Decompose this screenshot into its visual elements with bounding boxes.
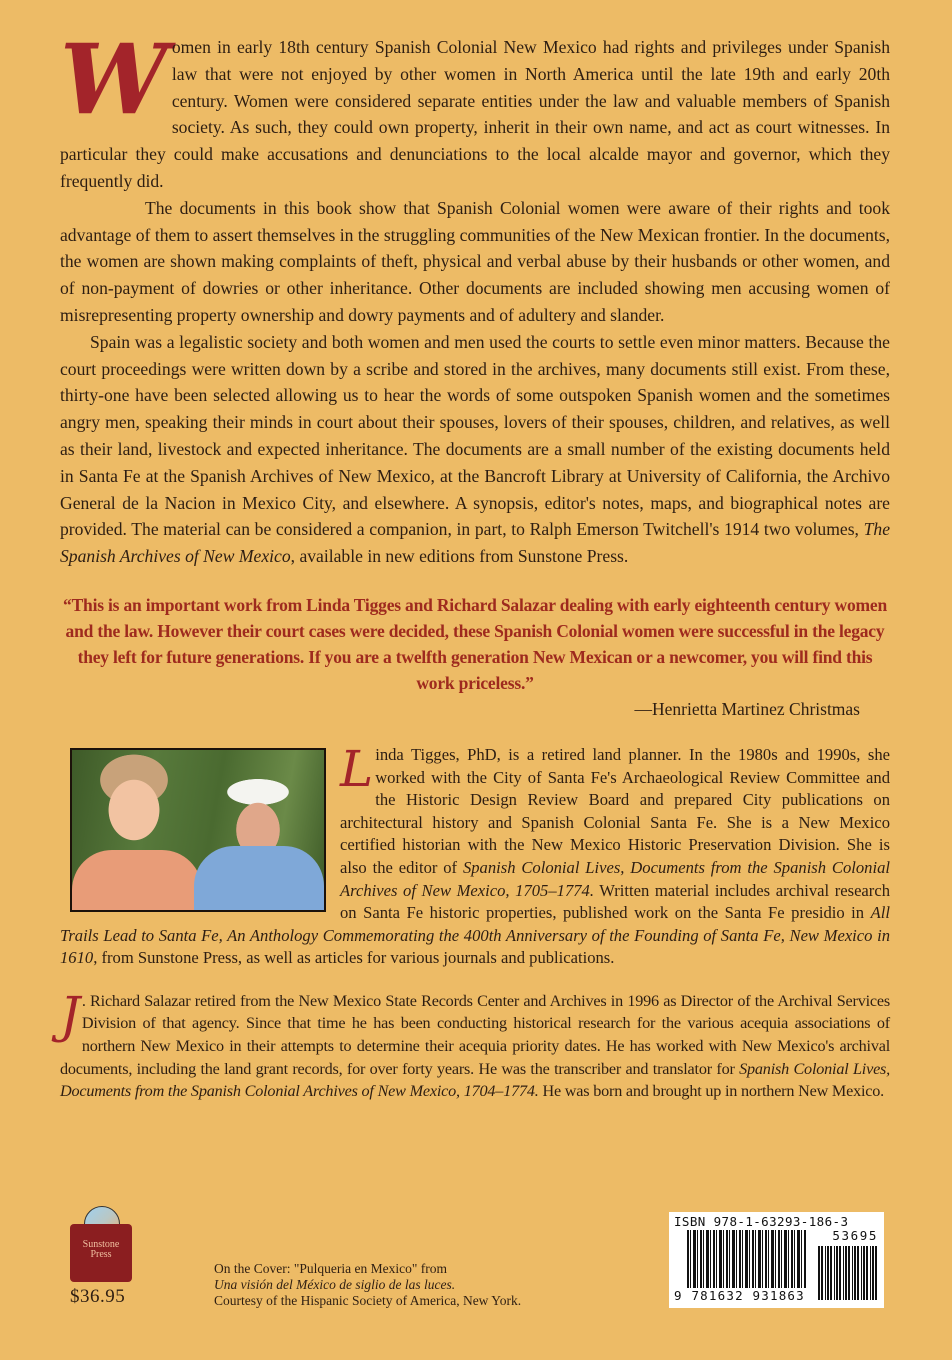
photo-figure-right [194,846,324,910]
price: $36.95 [70,1286,126,1307]
isbn-label: ISBN 978-1-63293-186-3 [674,1214,849,1229]
bio-richard-salazar: J . Richard Salazar retired from the New Mexico State Records Center and Archives in 1996 as Director of the Archival Services Division of that agency. Since that time he has been conducting historical research for the various acequia associations of northern New Mexico in their attempts to determine their acequia priority dates. He has worked with New Mexico's archival documents, including the land grant records, for over forty years. He was the transcriber and translator for Spanish Colonial Lives, Documents from the Spanish Colonial Archives of New Mexico, 1704–1774. He was born and brought up in northern New Mexico. [60,985,890,1101]
photo-figure-left [72,850,202,910]
dropcap-j: J [60,985,80,1044]
book-title-spanish-colonial-lives-2: Spanish Colonial Lives, Documents from the Spanish Colonial Archives of New Mexico, 1704–1774. [60,1059,890,1101]
twitchell-title: The Spanish Archives of New Mexico [60,519,890,567]
back-cover [60,23,891,1103]
blurb [60,23,890,570]
sunstone-press-logo: Sunstone Press [70,1206,134,1280]
dropcap-w: W [60,23,168,136]
bio-linda-tigges: Linda Tigges, PhD, is a retired land planner. In the 1980s and 1990s, she worked with the City of Santa Fe's Archaeological Review Committee and the Historic Design Review Board and prepared City publications on architectural history and Spanish Colonial Santa Fe. She is a New Mexico certified historian with the New Mexico Historic Preservation Division. She is also the editor of Spanish Colonial Lives, Documents from the Spanish Colonial Archives of New Mexico, 1705–1774. Written material includes archival research on Santa Fe historic properties, published work on the Santa Fe presidio in All Trails Lead to Santa Fe, An Anthology Commemorating the 400th Anniversary of the Founding of Santa Fe, New Mexico in 1610, from Sunstone Press, as well as articles for various journals and publications. [60,739,891,968]
cover-credit: On the Cover: "Pulqueria en Mexico" from Una visión del México de siglio de las luces. Courtesy of the Hispanic Society of America, New York. [214,1261,522,1308]
endorsement-quote: “This is an important work from Linda Tigges and Richard Salazar dealing with early eighteenth century women and the law. However their court cases were decided, these Spanish Colonial women were successful in the legacy they left for future generations. If you are a twelfth generation New Mexican or a newcomer, you will find this work priceless.” [63,594,887,693]
blurb-paragraph-2: The documents in this book show that Spanish Colonial women were aware of their rights and took advantage of them to assert themselves in the struggling communities of the New Mexican frontier. In the documents, the women are shown making complaints of theft, physical and verbal abuse by their husbands or other women, and of non-payment of dowries or other inheritance. Other documents are included showing men accusing women of misrepresenting property ownership and dowry payments and of adultery and slander. [60,197,890,325]
book-title-spanish-colonial-lives: Spanish Colonial Lives, Documents from the Spanish Colonial Archives of New Mexico, 1705–1774. [340,857,891,900]
book-title-all-trails: All Trails Lead to Santa Fe, An Anthology Commemorating the 400th Anniversary of the Founding of Santa Fe, New Mexico in 1610 [60,903,890,968]
author-photo [70,748,326,912]
price-addon-digits: 53695 [832,1228,878,1243]
endorsement-attribution: —Henrietta Martinez Christmas [634,698,860,719]
footer [0,1196,952,1360]
ean-digits: 9 781632 931863 [674,1288,805,1303]
isbn-barcode [669,1212,884,1308]
blurb-paragraph-3: Spain was a legalistic society and both women and men used the courts to settle even minor matters. Because the court proceedings were written down by a scribe and stored in the archives, many documents still exist. From these, thirty-one have been selected allowing us to hear the words of some outspoken Spanish women and the sometimes angry men, speaking their minds in court about their spouses, lovers of their spouses, children, and relatives, as well as their land, livestock and expected inheritance. The documents are a small number of the existing documents held in Santa Fe at the Spanish Archives of New Mexico, at the Bancroft Library at University of California, the Archivo General de la Nacion in Mexico City, and elsewhere. A synopsis, editor's notes, maps, and biographical notes are provided. The material can be considered a companion, in part, to Ralph Emerson Twitchell's 1914 two volumes, The Spanish Archives of New Mexico, available in new editions from Sunstone Press. [60,331,890,567]
blurb-paragraph-1: Women in early 18th century Spanish Colonial New Mexico had rights and privileges under Spanish law that were not enjoyed by other women in North America until the late 19th and early 20th century. Women were considered separate entities under the law and valuable members of Spanish society. As such, they could own property, inherit in their own name, and act as court witnesses. In particular they could make accusations and denunciations to the local alcalde mayor and governor, which they frequently did. [60,23,890,191]
dropcap-l: L [340,739,374,798]
endorsement [60,592,890,722]
addon-bars [818,1246,878,1300]
